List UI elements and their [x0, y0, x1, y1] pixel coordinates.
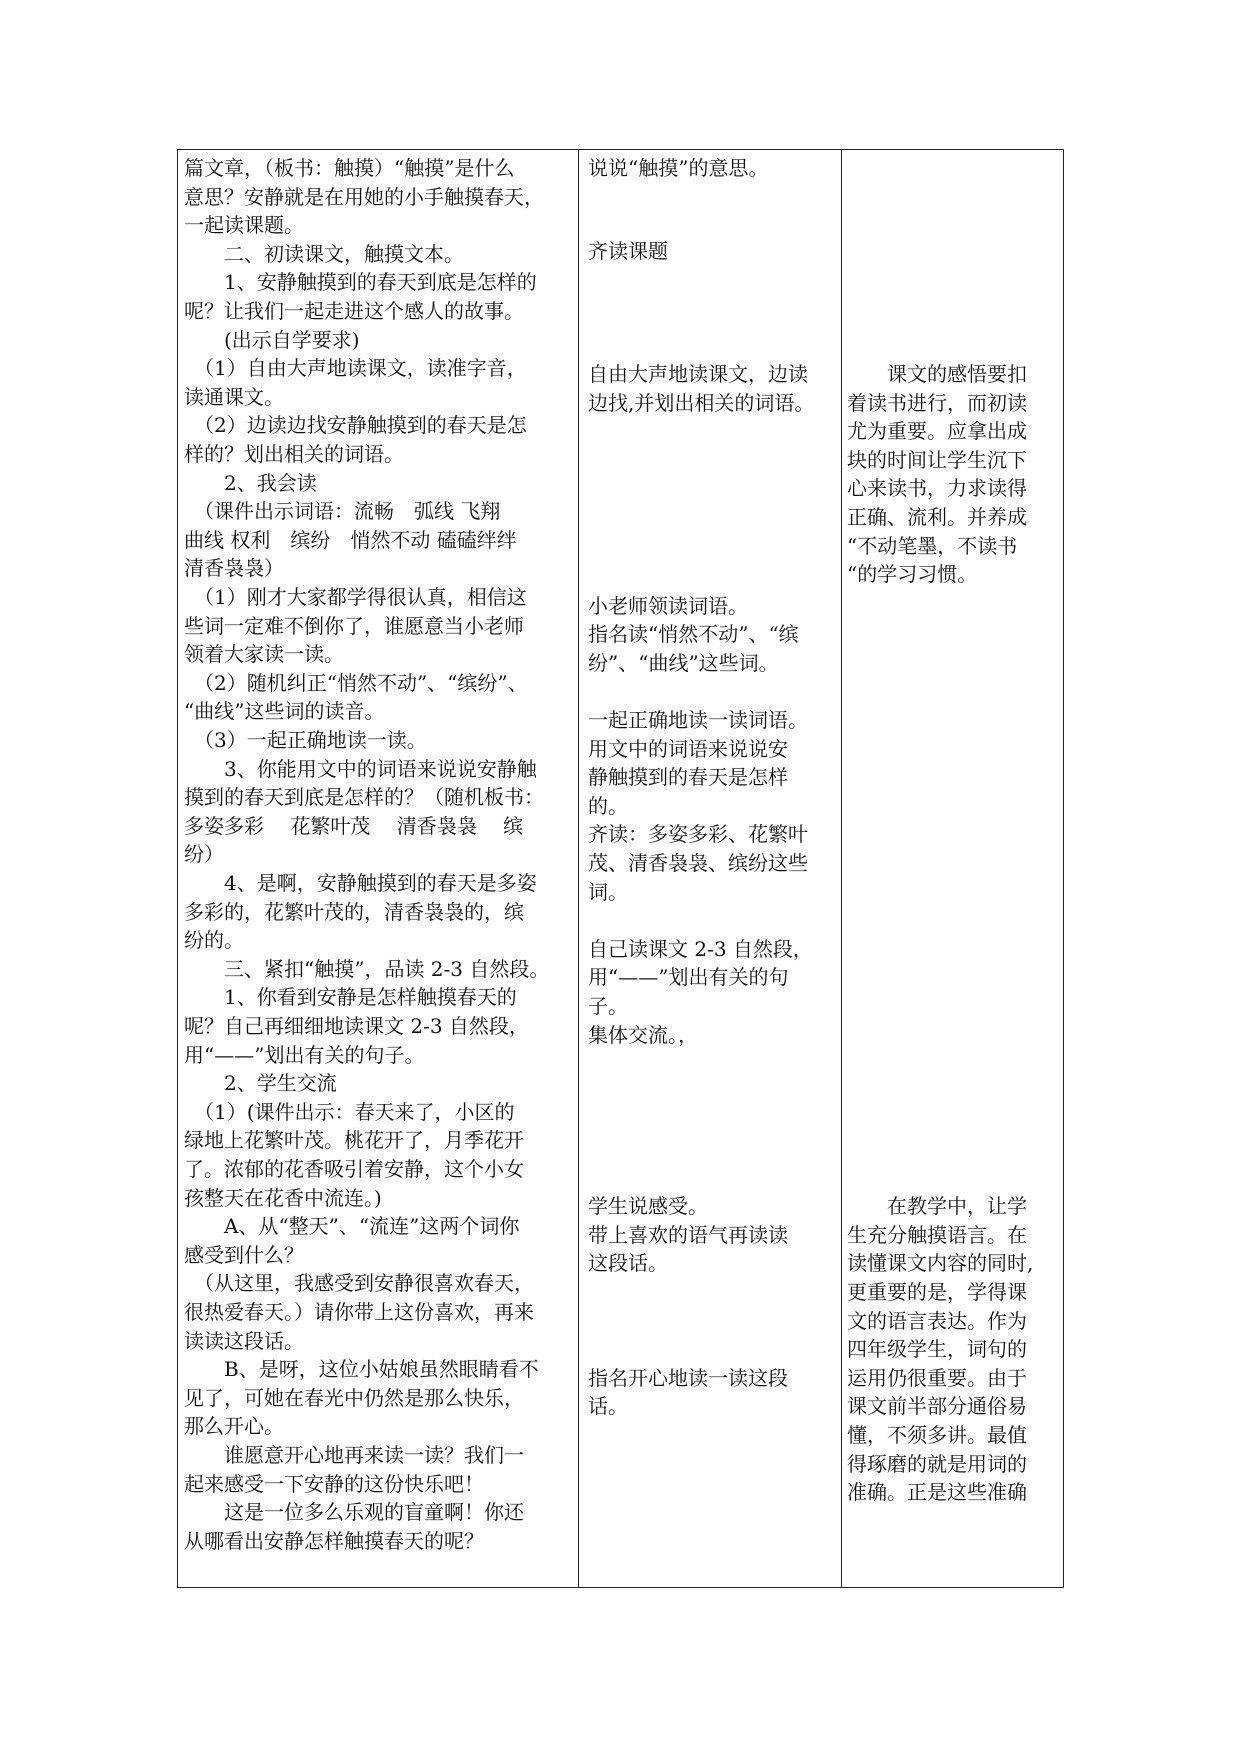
- student-text-line: 齐读课题: [588, 238, 668, 263]
- design-note-line: 更重要的是，学得课: [847, 1279, 1027, 1304]
- design-note-line: 心来读书，力求读得: [847, 476, 1027, 501]
- teacher-text-line: 1、你看到安静是怎样触摸春天的: [184, 985, 517, 1010]
- design-intent-column: [847, 150, 1061, 1587]
- teacher-text-line: 谁愿意开心地再来读一读？我们一: [184, 1443, 524, 1467]
- teacher-text-line: （从这里，我感受到安静很喜欢春天，: [184, 1271, 534, 1296]
- teacher-text-line: 多彩的，花繁叶茂的，清香袅袅的，缤: [184, 899, 524, 924]
- student-text-line: 带上喜欢的语气再读读: [588, 1222, 788, 1247]
- teacher-text-line: 些词一定难不倒你了，谁愿意当小老师: [184, 613, 524, 638]
- design-note-line: 文的语言表达。作为: [847, 1308, 1027, 1333]
- teacher-text-line: 用“——”划出有关的句子。: [184, 1042, 425, 1067]
- student-text-line: 指名开心地读一读这段: [588, 1365, 788, 1390]
- student-text-line: 的。: [588, 793, 628, 818]
- teacher-text-line: 绿地上花繁叶茂。桃花开了，月季花开: [184, 1128, 524, 1153]
- design-note-line: 运用仍很重要。由于: [847, 1365, 1027, 1390]
- teacher-text-line: （1）自由大声地读课文，读准字音，: [184, 356, 527, 381]
- teacher-text-line: 那么开心。: [184, 1414, 284, 1439]
- student-text-line: 自己读课文 2-3 自然段，: [588, 936, 813, 961]
- design-note-line: 准确。正是这些准确: [847, 1480, 1027, 1505]
- student-text-line: 话。: [588, 1394, 628, 1419]
- lesson-plan-table: [177, 149, 1064, 1588]
- student-text-line: 齐读：多姿多彩、花繁叶: [588, 822, 808, 847]
- student-text-line: 边找,并划出相关的词语。: [588, 390, 815, 415]
- teacher-text-line: 从哪看出安静怎样触摸春天的呢？: [184, 1528, 484, 1553]
- teacher-text-line: （1）刚才大家都学得很认真，相信这: [184, 585, 527, 609]
- teacher-text-line: 呢？自己再细细地读课文 2-3 自然段，: [184, 1014, 529, 1038]
- design-note-line: 四年级学生，词句的: [847, 1337, 1027, 1362]
- design-note-line: 得琢磨的就是用词的: [847, 1451, 1027, 1476]
- teacher-text-line: 孩整天在花香中流连。): [184, 1185, 382, 1210]
- student-text-line: 静触摸到的春天是怎样: [588, 765, 788, 790]
- teacher-text-line: A、从“整天”、“流连”这两个词你: [184, 1214, 520, 1239]
- teacher-text-line: 曲线 权利 缤纷 悄然不动 磕磕绊绊: [184, 527, 517, 552]
- teacher-text-line: 1、安静触摸到的春天到底是怎样的: [184, 270, 537, 295]
- teacher-text-line: 纷）: [184, 842, 224, 867]
- design-note-line: 着读书进行，而初读: [847, 390, 1027, 415]
- teacher-text-line: 读通课文。: [184, 384, 284, 409]
- teacher-text-line: （2）边读边找安静触摸到的春天是怎: [184, 413, 527, 438]
- student-text-line: 小老师领读词语。: [588, 593, 748, 618]
- student-text-line: 用文中的词语来说说安: [588, 736, 788, 761]
- design-note-line: 课文的感悟要扣: [847, 361, 1027, 386]
- design-note-line: 读懂课文内容的同时,: [847, 1251, 1034, 1276]
- teacher-text-line: 二、初读课文，触摸文本。: [184, 241, 464, 266]
- teacher-activity-column: [184, 150, 576, 1587]
- teacher-text-line: 多姿多彩 花繁叶茂 清香袅袅 缤: [184, 813, 524, 838]
- teacher-text-line: 意思？安静就是在用她的小手触摸春天，: [184, 184, 544, 209]
- teacher-text-line: （1）(课件出示：春天来了，小区的: [184, 1099, 515, 1124]
- design-note-line: 尤为重要。应拿出成: [847, 419, 1027, 444]
- student-text-line: 词。: [588, 879, 628, 904]
- design-note-line: “的学习习惯。: [847, 562, 978, 587]
- student-text-line: 纷”、“曲线”这些词。: [588, 650, 779, 675]
- student-text-line: 说说“触摸”的意思。: [588, 156, 769, 180]
- teacher-text-line: 4、是啊，安静触摸到的春天是多姿: [184, 871, 537, 895]
- student-text-line: 这段话。: [588, 1251, 668, 1276]
- design-note-line: 块的时间让学生沉下: [847, 447, 1027, 472]
- student-text-line: 学生说感受。: [588, 1194, 708, 1219]
- teacher-text-line: （2）随机纠正“悄然不动”、“缤纷”、: [184, 670, 528, 695]
- teacher-text-line: 读读这段话。: [184, 1328, 304, 1353]
- teacher-text-line: 呢？让我们一起走进这个感人的故事。: [184, 299, 524, 323]
- student-text-line: 集体交流。，: [588, 1022, 698, 1047]
- teacher-text-line: 清香袅袅）: [184, 556, 284, 581]
- student-text-line: 用“——”划出有关的句: [588, 965, 789, 990]
- design-note-line: 生充分触摸语言。在: [847, 1222, 1027, 1247]
- teacher-text-line: 纷的。: [184, 928, 244, 953]
- student-activity-column: [588, 150, 838, 1587]
- teacher-text-line: “曲线”这些词的读音。: [184, 699, 385, 724]
- teacher-text-line: （课件出示词语：流畅 弧线 飞翔: [184, 499, 501, 524]
- design-note-line: 在教学中，让学: [847, 1194, 1027, 1219]
- teacher-text-line: 样的？划出相关的词语。: [184, 442, 404, 466]
- design-note-line: 正确、流利。并养成: [847, 504, 1027, 529]
- teacher-text-line: 三、紧扣“触摸”，品读 2-3 自然段。: [184, 956, 550, 981]
- teacher-text-line: 起来感受一下安静的这份快乐吧！: [184, 1471, 484, 1496]
- column-divider-1: [578, 150, 579, 1587]
- student-text-line: 一起正确地读一读词语。: [588, 707, 808, 732]
- column-divider-2: [841, 150, 842, 1587]
- teacher-text-line: 摸到的春天到底是怎样的？（随机板书：: [184, 785, 544, 810]
- teacher-text-line: 这是一位多么乐观的盲童啊！你还: [184, 1500, 524, 1525]
- teacher-text-line: （3）一起正确地读一读。: [184, 728, 427, 752]
- teacher-text-line: 2、我会读: [184, 470, 317, 495]
- teacher-text-line: 2、学生交流: [184, 1071, 337, 1096]
- teacher-text-line: 很热爱春天。）请你带上这份喜欢，再来: [184, 1300, 534, 1324]
- teacher-text-line: (出示自学要求): [184, 327, 360, 352]
- design-note-line: 课文前半部分通俗易: [847, 1394, 1027, 1419]
- teacher-text-line: 了。浓郁的花香吸引着安静，这个小女: [184, 1157, 524, 1181]
- student-text-line: 茂、清香袅袅、缤纷这些: [588, 850, 808, 875]
- student-text-line: 子。: [588, 993, 628, 1018]
- teacher-text-line: 篇文章，（板书：触摸）“触摸”是什么: [184, 156, 515, 180]
- teacher-text-line: 领着大家读一读。: [184, 642, 344, 667]
- teacher-text-line: 3、你能用文中的词语来说说安静触: [184, 756, 537, 781]
- teacher-text-line: 感受到什么？: [184, 1242, 304, 1267]
- student-text-line: 自由大声地读课文，边读: [588, 361, 808, 386]
- design-note-line: 懂，不须多讲。最值: [847, 1422, 1027, 1447]
- teacher-text-line: 一起读课题。: [184, 213, 304, 238]
- design-note-line: “不动笔墨，不读书: [847, 533, 1018, 558]
- teacher-text-line: 见了，可她在春光中仍然是那么快乐，: [184, 1385, 524, 1410]
- student-text-line: 指名读“悄然不动”、“缤: [588, 622, 799, 647]
- teacher-text-line: B、是呀，这位小姑娘虽然眼睛看不: [184, 1357, 539, 1382]
